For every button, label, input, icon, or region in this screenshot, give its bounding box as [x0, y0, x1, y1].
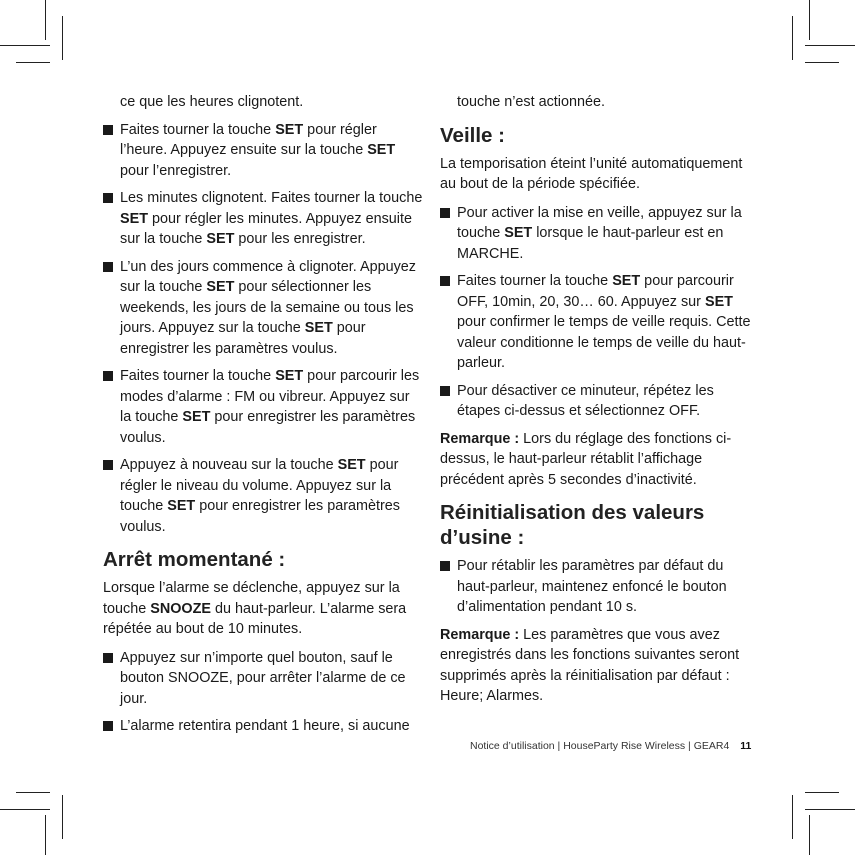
section-title-sleep: Veille :	[440, 123, 505, 147]
alarm-steps-list	[103, 120, 423, 538]
bullet-square-icon	[440, 276, 450, 286]
crop-mark	[792, 16, 793, 60]
list-item: Appuyez sur n’importe quel bouton, sauf le bouton SNOOZE, pour arrêter l’alarme de ce jour.	[103, 648, 423, 710]
list-item: L’un des jours commence à clignoter. Appuyez sur la touche SET pour sélectionner les weekends, les jours de la semaine ou tous les jours. Appuyez sur la touche SET pour enregistrer les paramètres voulus.	[103, 257, 423, 360]
crop-mark	[805, 809, 855, 810]
bullet-square-icon	[103, 262, 113, 272]
bullet-square-icon	[103, 653, 113, 663]
list-item: Faites tourner la touche SET pour régler l’heure. Appuyez ensuite sur la touche SET pour l’enregistrer.	[103, 120, 423, 182]
page-footer	[470, 740, 751, 752]
crop-mark	[45, 0, 46, 40]
reset-steps-list	[440, 556, 760, 618]
sleep-paragraph: La temporisation éteint l’unité automatiquement au bout de la période spécifiée.	[440, 155, 743, 192]
list-item: Faites tourner la touche SET pour parcourir les modes d’alarme : FM ou vibreur. Appuyez sur la touche SET pour enregistrer les paramètres voulus.	[103, 366, 423, 448]
crop-mark	[45, 815, 46, 855]
crop-mark	[805, 45, 855, 46]
continuation-line: ce que les heures clignotent.	[120, 94, 304, 110]
bullet-square-icon	[103, 721, 113, 731]
bullet-square-icon	[103, 460, 113, 470]
list-item: Appuyez à nouveau sur la touche SET pour régler le niveau du volume. Appuyez sur la touche SET pour enregistrer les paramètres voulus.	[103, 455, 423, 537]
page-number: 11	[740, 740, 752, 752]
right-column	[440, 92, 760, 715]
crop-mark	[62, 795, 63, 839]
bullet-square-icon	[103, 193, 113, 203]
crop-mark	[0, 809, 50, 810]
snooze-steps-list	[103, 648, 423, 737]
crop-mark	[809, 0, 810, 40]
crop-mark	[792, 795, 793, 839]
crop-mark	[0, 45, 50, 46]
crop-mark	[16, 62, 50, 63]
continuation-line: touche n’est actionnée.	[457, 94, 606, 110]
bullet-square-icon	[440, 208, 450, 218]
note-paragraph-reset: Remarque : Les paramètres que vous avez enregistrés dans les fonctions suivantes seront supprimés après la réinitialisation par défaut : Heure; Alarmes.	[440, 626, 740, 704]
bullet-square-icon	[440, 386, 450, 396]
footer-text: Notice d’utilisation | HouseParty Rise Wireless | GEAR4	[470, 740, 730, 752]
crop-mark	[805, 792, 839, 793]
crop-mark	[805, 62, 839, 63]
list-item: Faites tourner la touche SET pour parcourir OFF, 10min, 20, 30… 60. Appuyez sur SET pour confirmer le temps de veille requis. Cette valeur conditionne le temps de veille du haut-parleur.	[440, 271, 760, 374]
bullet-square-icon	[103, 371, 113, 381]
section-title-snooze: Arrêt momentané :	[103, 548, 286, 571]
crop-mark	[809, 815, 810, 855]
note-paragraph: Remarque : Lors du réglage des fonctions ci-dessus, le haut-parleur rétablit l’affichage précédent après 5 secondes d’inactivité.	[440, 430, 732, 488]
list-item: Pour rétablir les paramètres par défaut du haut-parleur, maintenez enfoncé le bouton d’alimentation pendant 10 s.	[440, 556, 760, 618]
left-column	[103, 92, 423, 744]
list-item: L’alarme retentira pendant 1 heure, si aucune	[103, 716, 423, 737]
crop-mark	[16, 792, 50, 793]
bullet-square-icon	[440, 561, 450, 571]
list-item: Pour désactiver ce minuteur, répétez les étapes ci-dessus et sélectionnez OFF.	[440, 381, 760, 422]
snooze-paragraph: Lorsque l’alarme se déclenche, appuyez sur la touche SNOOZE du haut-parleur. L’alarme sera répétée au bout de 10 minutes.	[103, 580, 407, 637]
list-item: Les minutes clignotent. Faites tourner la touche SET pour régler les minutes. Appuyez ensuite sur la touche SET pour les enregistrer.	[103, 188, 423, 250]
sleep-steps-list	[440, 203, 760, 422]
bullet-square-icon	[103, 125, 113, 135]
list-item: Pour activer la mise en veille, appuyez sur la touche SET lorsque le haut-parleur est en MARCHE.	[440, 203, 760, 265]
crop-mark	[62, 16, 63, 60]
section-title-factory-reset: Réinitialisation des valeurs d’usine :	[440, 501, 705, 549]
